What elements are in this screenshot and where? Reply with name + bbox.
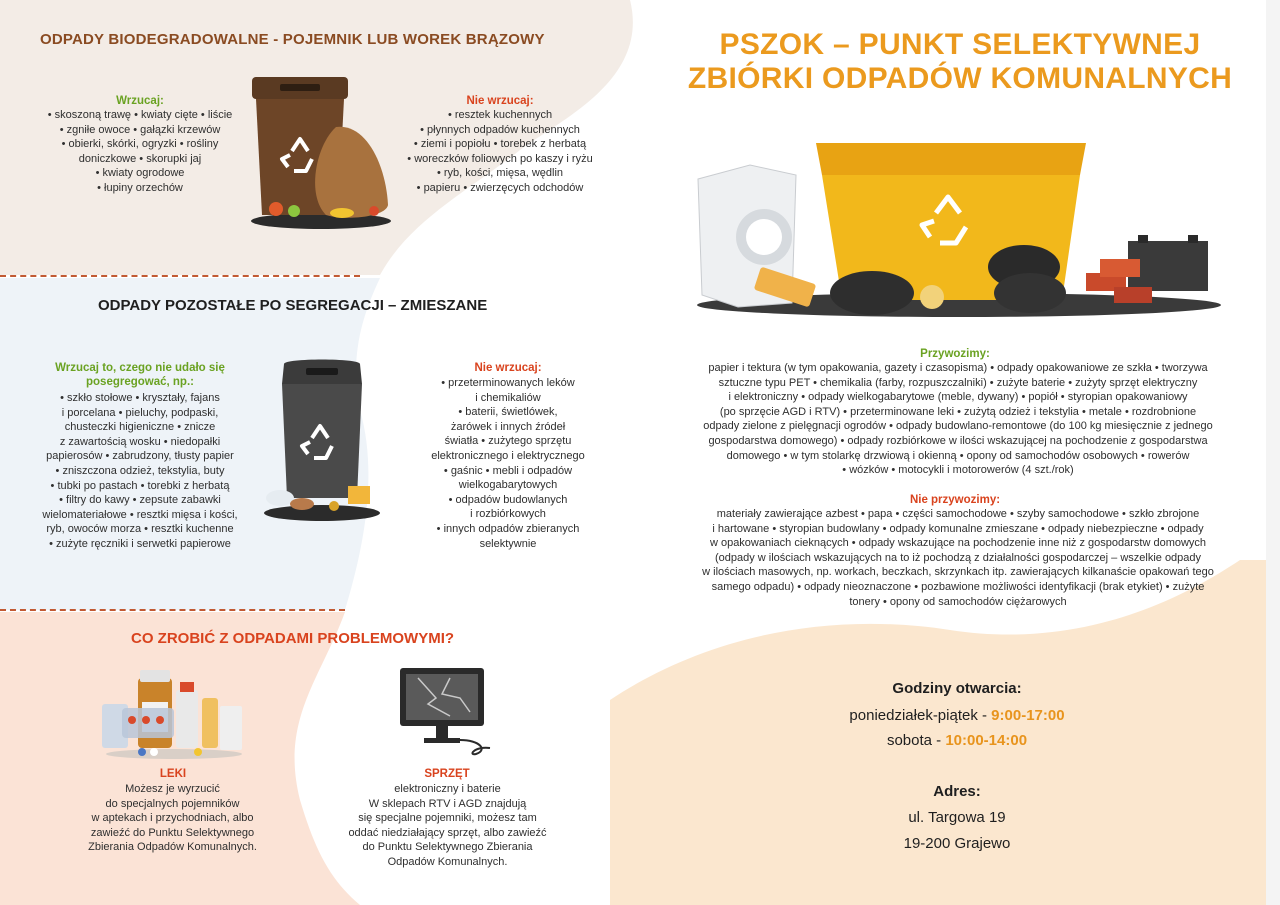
equip-text <box>330 782 565 870</box>
list-item: • woreczków foliowych po kaszy i ryżu <box>407 152 593 165</box>
list-item: żarówek i innych źródeł <box>450 420 566 433</box>
list-item: i chemikaliów <box>475 391 541 404</box>
text-line: zawieźć do Punktu Selektywnego <box>90 826 255 839</box>
list-item: wielomateriałowe • resztki mięsa i kości, <box>42 508 238 521</box>
address-street: ul. Targowa 19 <box>908 809 1006 826</box>
text-line: tonery • opony od samochodów ciężarowych <box>849 595 1067 608</box>
accept-label: Przywozimy: <box>920 348 990 360</box>
text-line: materiały zawierające azbest • papa • części samochodowe • szyby samochodowe • szkło zbrojone <box>716 508 1200 520</box>
list-item: • innych odpadów zbieranych <box>436 522 580 535</box>
hours-title: Godziny otwarcia: <box>892 680 1022 697</box>
brown-bin-icon <box>246 75 396 230</box>
list-item: • przeterminowanych leków <box>441 377 575 389</box>
pszok-title <box>640 28 1280 96</box>
list-item: chusteczki higieniczne • znicze <box>64 421 216 434</box>
weekday-time: 9:00-17:00 <box>991 707 1065 724</box>
list-item: papierosów • zabrudzony, tłusty papier <box>46 450 234 463</box>
gray-bin-icon <box>262 358 382 523</box>
address-city: 19-200 Grajewo <box>903 835 1011 852</box>
problem-title: CO ZROBIĆ Z ODPADAMI PROBLEMOWYMI? <box>131 630 455 647</box>
bio-title: ODPADY BIODEGRADOWALNE - POJEMNIK LUB WOREK BRĄZOWY <box>40 31 545 48</box>
list-item: • odpadów budowlanych <box>448 493 568 506</box>
mixed-throw-list <box>18 391 262 552</box>
list-item: • łupiny orzechów <box>97 181 183 194</box>
text-line: domowego • w tym stolarkę drzwiową i okienną • opony od samochodów osobowych • rowerów <box>726 449 1190 462</box>
weekday-label: poniedziałek-piątek - <box>849 707 987 724</box>
text-line: W sklepach RTV i AGD znajdują <box>368 797 527 810</box>
bio-throw-label: Wrzucaj: <box>116 95 164 107</box>
list-item: • obierki, skórki, ogryzki • rośliny <box>61 138 219 151</box>
mixed-throw-label-2: posegregować, np.: <box>86 376 194 388</box>
bio-no-label: Nie wrzucaj: <box>466 95 534 107</box>
list-item: i rozbiórkowych <box>470 508 546 521</box>
address-title: Adres: <box>933 783 981 800</box>
broken-monitor-icon <box>398 668 496 758</box>
meds-title: LEKI <box>159 768 187 780</box>
text-line: w opakowaniach cieknących • odpady wskazujące na pochodzenie inne niż z gospodarstw domowych <box>709 537 1207 550</box>
list-item: • skoszoną trawę • kwiaty cięte • liście <box>47 109 233 121</box>
text-line: (odpady w ilościach wskazujących na to iż pochodzą z działalności gospodarczej – wszelkie odpady <box>714 551 1202 564</box>
pszok-title-line-1: PSZOK – PUNKT SELEKTYWNEJ <box>719 28 1201 61</box>
list-item: światła • zużytego sprzętu <box>444 435 572 448</box>
reject-text <box>652 507 1264 609</box>
text-line: oddać niedziałający sprzęt, albo zawieźć <box>348 826 547 839</box>
text-line: elektroniczny i baterie <box>394 783 501 795</box>
text-line: do specjalnych pojemników <box>105 797 240 810</box>
list-item: • kwiaty ogrodowe <box>95 167 185 180</box>
saturday-time: 10:00-14:00 <box>945 732 1028 749</box>
list-item: • zniszczona odzież, tekstylia, buty <box>55 464 225 477</box>
bio-no-list <box>380 108 620 196</box>
accept-text <box>652 361 1264 478</box>
list-item: doniczkowe • skorupki jaj <box>78 152 202 165</box>
mixed-throw-label-1: Wrzucaj to, czego nie udało się <box>55 362 225 374</box>
list-item: • ryb, kości, mięsa, wędlin <box>436 167 564 180</box>
list-item: ryb, owoców morza • resztki kuchenne <box>46 523 234 536</box>
meds-text <box>55 782 290 855</box>
text-line: gospodarstwa domowego) • odpady rozbiórkowe w ilości wskazującej na pochodzenie z gospodarstwa <box>708 434 1208 447</box>
text-line: odpady zielone z pielęgnacji ogrodów • odpady budowlano-remontowe (do 100 kg miesięcznie z jednego <box>703 420 1213 433</box>
list-item: • płynnych odpadów kuchennych <box>420 123 580 136</box>
text-line: i hartowane • styropian budowlany • odpady komunalne zmieszane • odpady niebezpieczne • odpady <box>712 522 1204 535</box>
list-item: • gaśnic • mebli i odpadów <box>443 464 573 477</box>
list-item: elektronicznego i elektrycznego <box>431 449 585 462</box>
list-item: i porcelana • pieluchy, podpaski, <box>61 406 219 419</box>
equip-title: SPRZĘT <box>424 768 470 780</box>
list-item: • tubki po pastach • torebki z herbatą <box>50 479 230 492</box>
list-item: • resztek kuchennych <box>447 109 553 121</box>
text-line: • wózków • motocykli i motorowerów (4 szt./rok) <box>842 464 1074 477</box>
bio-throw-list <box>22 108 258 196</box>
mixed-no-label: Nie wrzucaj: <box>474 362 542 374</box>
text-line: Zbierania Odpadów Komunalnych. <box>88 841 257 854</box>
text-line: Odpadów Komunalnych. <box>387 855 508 868</box>
text-line: się specjalne pojemniki, możesz tam <box>358 812 537 825</box>
list-item: selektywnie <box>479 537 537 550</box>
list-item: • zgniłe owoce • gałązki krzewów <box>59 123 221 136</box>
list-item: • szkło stołowe • kryształy, fajans <box>60 392 220 404</box>
text-line: do Punktu Selektywnego Zbierania <box>362 841 533 854</box>
mixed-no-list <box>388 376 628 551</box>
mixed-title: ODPADY POZOSTAŁE PO SEGREGACJI – ZMIESZANE <box>98 297 488 314</box>
text-line: sztuczne typu PET • chemikalia (farby, rozpuszczalniki) • zużyte baterie • zużyty sprzęt elektryczny <box>718 376 1198 389</box>
divider-top <box>0 275 360 277</box>
hours-weekday <box>797 707 1117 724</box>
reject-label: Nie przywozimy: <box>909 494 1001 506</box>
text-line: samego odpadu) • odpady nieoznaczone • pozbawione możliwości identyfikacji (brak etykiet) • zużyte <box>711 580 1205 593</box>
list-item: • baterii, świetlówek, <box>458 406 558 419</box>
text-line: w ilościach masowych, np. workach, beczkach, skrzynkach itp. zawierających kilkanaście opakowań tego <box>702 566 1214 579</box>
divider-bottom <box>0 609 345 611</box>
pszok-title-line-2: ZBIÓRKI ODPADÓW KOMUNALNYCH <box>687 62 1233 95</box>
list-item: • filtry do kawy • zepsute zabawki <box>59 494 221 507</box>
hours-saturday <box>797 732 1117 749</box>
saturday-label: sobota - <box>886 732 942 749</box>
text-line: (po sprzęcie AGD i RTV) • przeterminowane leki • zużytą odzież i tekstylia • metale • rozdrobnione <box>719 405 1197 418</box>
list-item: • papieru • zwierzęcych odchodów <box>416 181 584 194</box>
list-item: • zużyte ręczniki i serwetki papierowe <box>49 537 231 550</box>
text-line: i elektroniczny • odpady wielkogabarytowe (meble, dywany) • popiół • styropian opakowaniowy <box>728 391 1188 404</box>
list-item: • ziemi i popiołu • torebek z herbatą <box>413 138 587 151</box>
text-line: w aptekach i przychodniach, albo <box>91 812 254 825</box>
pszok-container-illustration <box>694 135 1224 320</box>
text-line: Możesz je wyrzucić <box>125 783 220 795</box>
list-item: z zawartością wosku • niedopałki <box>59 435 221 448</box>
text-line: papier i tektura (w tym opakowania, gazety i czasopisma) • odpady opakowaniowe ze szkła • tworzywa <box>708 362 1208 374</box>
medicine-icon <box>102 668 247 760</box>
list-item: wielkogabarytowych <box>458 479 558 492</box>
